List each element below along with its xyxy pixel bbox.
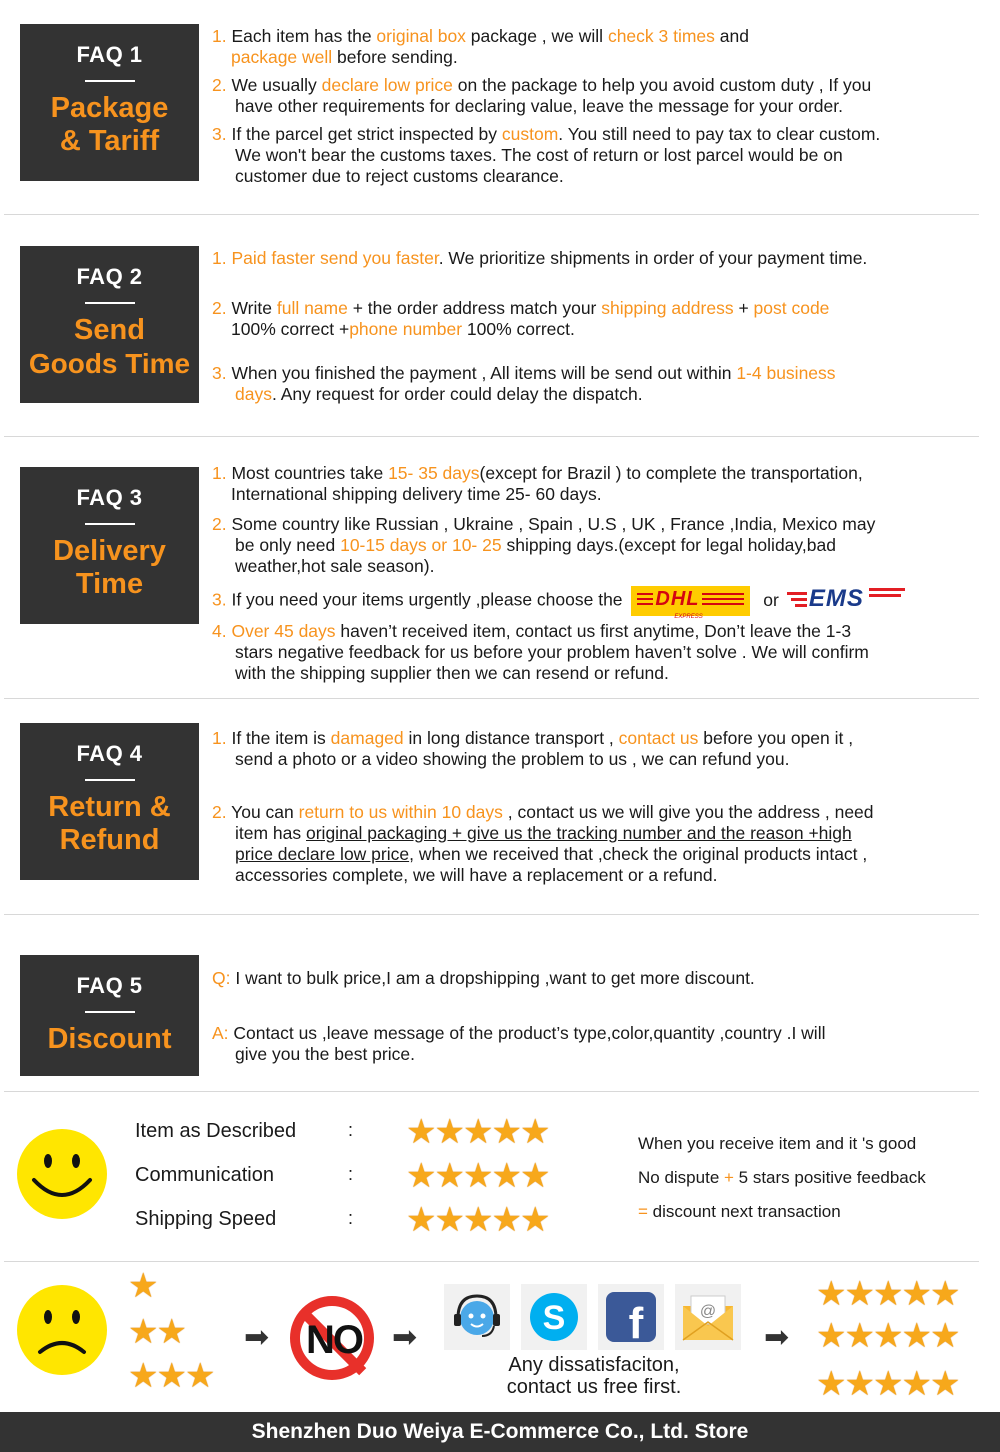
faq-item-line xyxy=(212,384,992,405)
star-icon: ★ xyxy=(844,1317,873,1355)
dhl-logo xyxy=(631,586,750,620)
text-run: I want to bulk price,I am a dropshipping ,want to get more discount. xyxy=(235,968,755,988)
star-icon: ★ xyxy=(872,1275,902,1313)
text-run: original box xyxy=(376,26,466,46)
faq-title-line: Time xyxy=(75,568,144,600)
text-run: on the package to help you avoid custom duty , If you xyxy=(452,75,872,95)
faq-item-line xyxy=(212,26,992,47)
text-run: (except for Brazil ) to complete the transportation, xyxy=(479,463,863,483)
faq-item-line xyxy=(212,96,992,117)
text-run: 3. xyxy=(212,589,232,610)
text-run: discount next transaction xyxy=(647,1202,841,1221)
text-run: If the parcel get strict inspected by xyxy=(231,124,502,144)
contact-message-line: contact us free first. xyxy=(506,1376,682,1398)
rating-label: Item as Described xyxy=(135,1120,297,1142)
text-run: When you receive item and it 's good xyxy=(638,1134,917,1153)
text-run: Paid faster send you faster xyxy=(231,248,439,268)
faq-item-line xyxy=(212,865,992,886)
faq-item-line xyxy=(212,484,992,505)
rating-stars xyxy=(406,1112,548,1152)
star-icon: ★ xyxy=(491,1157,520,1195)
text-run: , when we received that ,check the original products intact , xyxy=(409,844,868,864)
text-run: 100% correct. xyxy=(462,319,575,339)
faq-title xyxy=(20,791,199,857)
text-run: 3. xyxy=(212,124,232,144)
faq-item-line xyxy=(212,1044,992,1065)
faq-item-line xyxy=(212,463,992,484)
text-run: with the shipping supplier then we can resend or refund. xyxy=(235,663,669,683)
star-icon: ★ xyxy=(434,1157,463,1195)
feedback-note-line xyxy=(638,1134,916,1154)
text-run: International shipping delivery time 25- 60 days. xyxy=(231,484,602,504)
text-run: If the item is xyxy=(231,728,331,748)
faq-item-line xyxy=(212,968,992,989)
text-run: post code xyxy=(753,298,830,318)
faq-number: FAQ 3 xyxy=(76,485,143,510)
text-run: price declare low price xyxy=(235,844,410,864)
rating-label: Shipping Speed xyxy=(135,1208,277,1230)
high-rating-stars xyxy=(816,1274,958,1314)
faq-item-line xyxy=(212,823,992,844)
text-run: 4. Over 45 days xyxy=(212,621,336,641)
text-run: 2. xyxy=(212,298,232,318)
faq-item xyxy=(212,363,992,405)
ems-logo xyxy=(783,586,908,616)
text-run: have other requirements for declaring value, leave the message for your order. xyxy=(235,96,843,116)
faq-item xyxy=(212,124,992,187)
text-run: You can xyxy=(231,802,299,822)
star-icon: ★ xyxy=(156,1357,185,1395)
faq-title xyxy=(20,314,199,380)
star-icon: ★ xyxy=(491,1113,520,1151)
faq-title-line: Package xyxy=(50,92,169,124)
text-run: 1. xyxy=(212,26,232,46)
text-run: . Any request for order could delay the dispatch. xyxy=(271,384,643,404)
star-icon: ★ xyxy=(872,1365,902,1403)
rating-stars xyxy=(406,1156,548,1196)
text-run: 1. xyxy=(212,728,232,748)
faq-heading-box xyxy=(20,467,199,624)
faq-title xyxy=(20,92,199,158)
faq-title-line: & Tariff xyxy=(59,125,160,157)
star-icon: ★ xyxy=(406,1157,435,1195)
text-run: When you finished the payment , All items will be send out within xyxy=(231,363,737,383)
text-run: 2. xyxy=(212,75,232,95)
text-run: = xyxy=(638,1202,648,1221)
faq-title-line: Send xyxy=(74,314,145,346)
text-run: , contact us we will give you the address , need xyxy=(502,802,874,822)
faq-title-line: Delivery xyxy=(53,535,166,567)
text-run: original packaging + give us the tracking number and the reason +high xyxy=(306,823,852,843)
faq-item xyxy=(212,1023,992,1065)
star-icon: ★ xyxy=(491,1201,520,1239)
email-icon[interactable] xyxy=(675,1284,741,1350)
star-icon: ★ xyxy=(519,1201,549,1239)
faq-dash-divider xyxy=(85,302,135,304)
text-run: 10-15 days or 10- 25 xyxy=(340,535,502,555)
support-headset-icon[interactable] xyxy=(444,1284,510,1350)
text-run: and xyxy=(714,26,749,46)
divider xyxy=(4,1091,979,1092)
arrow-right-icon: ➡ xyxy=(764,1321,790,1354)
text-run: Most countries take xyxy=(231,463,389,483)
text-run: 100% correct + xyxy=(231,319,350,339)
faq-item xyxy=(212,514,992,577)
faq-item-line xyxy=(212,1023,992,1044)
faq-item xyxy=(212,463,992,505)
faq-item-line xyxy=(212,749,992,770)
faq-item-line xyxy=(212,47,992,68)
no-label: NO xyxy=(306,1318,362,1362)
text-run: Contact us ,leave message of the product’s type,color,quantity ,country .I will xyxy=(233,1023,826,1043)
svg-text:S: S xyxy=(542,1299,566,1337)
text-run: be only need xyxy=(235,535,341,555)
text-run: weather,hot sale season). xyxy=(235,556,435,576)
faq-item-line xyxy=(212,363,992,384)
star-icon: ★ xyxy=(929,1365,959,1403)
faq-item xyxy=(212,298,992,340)
faq-item-line xyxy=(212,556,992,577)
faq-item-line xyxy=(212,319,992,340)
text-run: 1. xyxy=(212,463,232,483)
text-run: 15- 35 days xyxy=(388,463,480,483)
dhl-logo-subtext: EXPRESS xyxy=(674,614,703,620)
faq-item-line xyxy=(212,642,992,663)
text-run: We won't bear the customs taxes. The cost of return or lost parcel would be on xyxy=(235,145,843,165)
high-rating-stars xyxy=(816,1364,958,1404)
text-run: days xyxy=(235,384,272,404)
faq-item xyxy=(212,968,992,989)
text-run: We usually xyxy=(231,75,322,95)
faq-item xyxy=(212,728,992,770)
faq-item-line xyxy=(212,75,992,96)
faq-item-line xyxy=(212,298,992,319)
text-run: + xyxy=(733,298,754,318)
text-run: Each item has the xyxy=(231,26,377,46)
star-icon: ★ xyxy=(816,1275,845,1313)
faq-title-line: Discount xyxy=(47,1023,172,1055)
star-icon: ★ xyxy=(929,1275,959,1313)
faq-item-line xyxy=(212,166,992,187)
text-run: declare low price xyxy=(321,75,453,95)
star-icon: ★ xyxy=(156,1313,185,1351)
faq-dash-divider xyxy=(85,1011,135,1013)
faq-number: FAQ 1 xyxy=(76,42,143,67)
text-run: Some country like Russian , Ukraine , Spain , U.S , UK , France ,India, Mexico may xyxy=(231,514,876,534)
faq-title-line: Goods Time xyxy=(28,348,191,379)
text-run: send a photo or a video showing the problem to us , we can refund you. xyxy=(235,749,790,769)
text-run: return to us within 10 days xyxy=(298,802,503,822)
rating-stars xyxy=(406,1200,548,1240)
faq-item xyxy=(212,248,992,269)
ems-logo-text: EMS xyxy=(808,585,864,612)
text-run: If you need your items urgently ,please choose the xyxy=(231,589,628,610)
star-icon: ★ xyxy=(184,1357,214,1395)
faq-title xyxy=(20,1023,199,1056)
sad-smiley-icon xyxy=(16,1284,108,1376)
star-icon: ★ xyxy=(406,1201,435,1239)
faq-item xyxy=(212,585,992,620)
feedback-note-line xyxy=(638,1168,926,1188)
faq-heading-box xyxy=(20,24,199,181)
text-run: shipping address xyxy=(601,298,734,318)
text-run: custom xyxy=(501,124,559,144)
text-run: 3. xyxy=(212,363,232,383)
text-run: Q: xyxy=(212,968,236,988)
faq-dash-divider xyxy=(85,523,135,525)
star-icon: ★ xyxy=(462,1113,492,1151)
happy-smiley-icon xyxy=(16,1128,108,1220)
carrier-or-text: or xyxy=(758,589,779,610)
faq-item xyxy=(212,802,992,886)
high-rating-stars xyxy=(816,1316,958,1356)
facebook-icon[interactable] xyxy=(598,1284,664,1350)
faq-dash-divider xyxy=(85,779,135,781)
divider xyxy=(4,914,979,915)
faq-item-line xyxy=(212,621,992,642)
footer-store-name: Shenzhen Duo Weiya E-Commerce Co., Ltd. Store xyxy=(0,1412,1000,1452)
star-icon: ★ xyxy=(128,1313,157,1351)
text-run: 5 stars positive feedback xyxy=(733,1168,926,1187)
faq-item-line xyxy=(212,585,992,620)
no-sign-icon xyxy=(290,1296,374,1380)
text-run: check 3 times xyxy=(607,26,715,46)
faq-item xyxy=(212,75,992,117)
star-icon: ★ xyxy=(844,1365,873,1403)
faq-item-line xyxy=(212,535,992,556)
star-icon: ★ xyxy=(816,1317,845,1355)
faq-number: FAQ 2 xyxy=(76,264,143,289)
text-run: . We prioritize shipments in order of your payment time. xyxy=(438,248,868,268)
star-icon: ★ xyxy=(901,1275,930,1313)
faq-number: FAQ 5 xyxy=(76,973,143,998)
text-run: A: xyxy=(212,1023,234,1043)
divider xyxy=(4,214,979,215)
text-run: haven’t received item, contact us first anytime, Don’t leave the 1-3 xyxy=(335,621,852,641)
text-run: + xyxy=(724,1168,734,1187)
faq-heading-box xyxy=(20,723,199,880)
text-run: stars negative feedback for us before your problem haven’t solve . We will confirm xyxy=(235,642,869,662)
faq-heading-box xyxy=(20,246,199,403)
faq-item-line xyxy=(212,145,992,166)
feedback-note-line xyxy=(638,1202,841,1222)
text-run: customer due to reject customs clearance. xyxy=(235,166,564,186)
faq-dash-divider xyxy=(85,80,135,82)
arrow-right-icon: ➡ xyxy=(244,1321,270,1354)
faq-title-line: Refund xyxy=(59,824,160,856)
text-run: . You still need to pay tax to clear custom. xyxy=(558,124,881,144)
text-run: item has xyxy=(235,823,306,843)
text-run: before you open it , xyxy=(698,728,854,748)
star-icon: ★ xyxy=(462,1201,492,1239)
rating-colon: : xyxy=(348,1164,354,1184)
faq-item-line xyxy=(212,802,992,823)
star-icon: ★ xyxy=(929,1317,959,1355)
svg-text:@: @ xyxy=(699,1303,717,1320)
rating-label: Communication xyxy=(135,1164,274,1186)
faq-item-line xyxy=(212,514,992,535)
star-icon: ★ xyxy=(406,1113,435,1151)
faq-item xyxy=(212,621,992,684)
star-icon: ★ xyxy=(519,1157,549,1195)
star-icon: ★ xyxy=(519,1113,549,1151)
faq-item-line xyxy=(212,248,992,269)
text-run: in long distance transport , xyxy=(403,728,619,748)
text-run: phone number xyxy=(349,319,463,339)
text-run: No dispute xyxy=(638,1168,724,1187)
text-run: before sending. xyxy=(332,47,458,67)
text-run: package , we will xyxy=(465,26,608,46)
divider xyxy=(4,1261,979,1262)
text-run: give you the best price. xyxy=(235,1044,415,1064)
text-run: contact us xyxy=(618,728,699,748)
svg-text:f: f xyxy=(628,1299,644,1348)
text-run: Write xyxy=(231,298,277,318)
text-run: damaged xyxy=(330,728,404,748)
faq-number: FAQ 4 xyxy=(76,741,143,766)
contact-message xyxy=(444,1354,744,1398)
dhl-logo-text: DHL xyxy=(655,588,700,610)
low-rating-stars xyxy=(128,1266,156,1306)
star-icon: ★ xyxy=(816,1365,845,1403)
text-run: 1. xyxy=(212,248,232,268)
faq-item-line xyxy=(212,844,992,865)
divider xyxy=(4,698,979,699)
star-icon: ★ xyxy=(128,1267,157,1305)
text-run: 2. xyxy=(212,514,232,534)
text-run: shipping days.(except for legal holiday,bad xyxy=(501,535,836,555)
text-run: full name xyxy=(276,298,348,318)
rating-colon: : xyxy=(348,1208,354,1228)
star-icon: ★ xyxy=(901,1365,930,1403)
faq-heading-box xyxy=(20,955,199,1076)
star-icon: ★ xyxy=(462,1157,492,1195)
text-run: package well xyxy=(231,47,333,67)
faq-item-line xyxy=(212,728,992,749)
contact-message-line: Any dissatisfaciton, xyxy=(508,1354,680,1376)
star-icon: ★ xyxy=(434,1113,463,1151)
star-icon: ★ xyxy=(844,1275,873,1313)
text-run: 1-4 business xyxy=(736,363,836,383)
arrow-right-icon: ➡ xyxy=(392,1321,418,1354)
star-icon: ★ xyxy=(872,1317,902,1355)
text-run: 2. xyxy=(212,802,232,822)
faq-item-line xyxy=(212,663,992,684)
text-run: accessories complete, we will have a replacement or a refund. xyxy=(235,865,718,885)
star-icon: ★ xyxy=(901,1317,930,1355)
star-icon: ★ xyxy=(434,1201,463,1239)
star-icon: ★ xyxy=(128,1357,157,1395)
faq-item xyxy=(212,26,992,68)
faq-title xyxy=(20,535,199,601)
low-rating-stars xyxy=(128,1312,185,1352)
skype-icon[interactable] xyxy=(521,1284,587,1350)
faq-item-line xyxy=(212,124,992,145)
low-rating-stars xyxy=(128,1356,213,1396)
text-run: + the order address match your xyxy=(347,298,602,318)
rating-colon: : xyxy=(348,1120,354,1140)
divider xyxy=(4,436,979,437)
faq-title-line: Return & xyxy=(48,791,171,823)
